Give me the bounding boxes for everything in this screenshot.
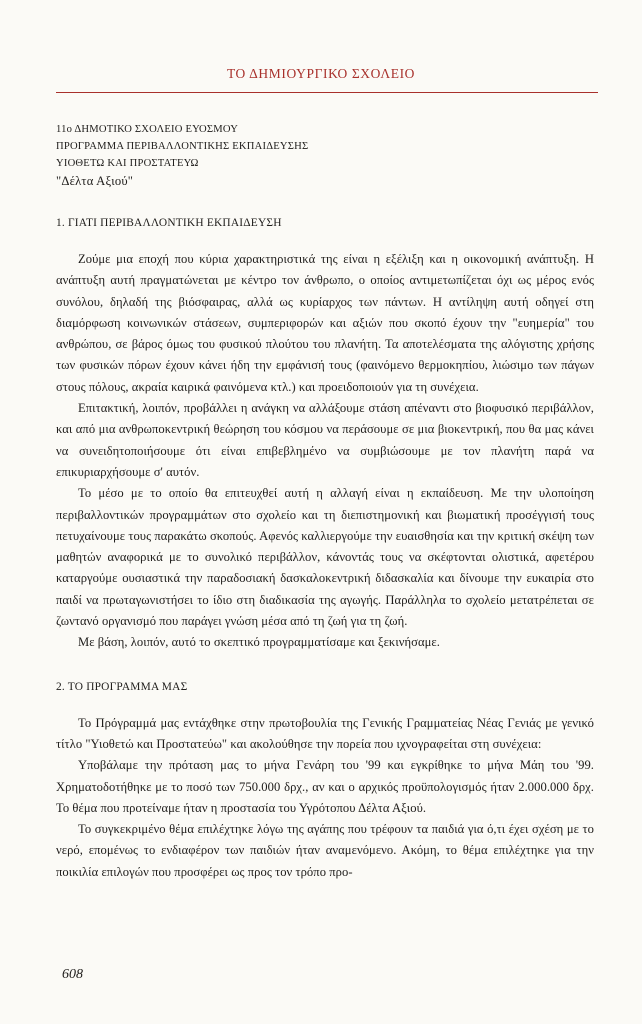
paragraph: Το Πρόγραμμά μας εντάχθηκε στην πρωτοβουλία της Γενικής Γραμματείας Νέας Γενιάς με γενικό τίτλο "Υιοθετώ και Προστατεύω" και ακολούθησε την πορεία που ιχνογραφείται στη συνέχεια:: [56, 715, 594, 751]
section-heading-1: 1. ΓΙΑΤΙ ΠΕΡΙΒΑΛΛΟΝΤΙΚΗ ΕΚΠΑΙΔΕΥΣΗ: [56, 217, 282, 229]
paragraph: Επιτακτική, λοιπόν, προβάλλει η ανάγκη να αλλάξουμε στάση απέναντι στο βιοφυσικό περιβάλλον, και από μια ανθρωποκεντρική θεώρηση του κόσμου να περάσουμε σε μια βιοκεντρική, που θα μας κάνει να συνειδητοποιήσουμε ότι είναι επιβεβλημένο να συμβιώσουμε με τον πλανήτη παρά να επικυριαρχήσουμε σ' αυτόν.: [56, 401, 594, 479]
project-info: [56, 121, 594, 191]
paragraph: Ζούμε μια εποχή που κύρια χαρακτηριστικά της είναι η εξέλιξη και η οικονομική ανάπτυξη. Η ανάπτυξη αυτή πραγματώνεται με κέντρο τον άνθρωπο, ο οποίος αντιμετωπίζεται όχι ως μέρος ενός συνόλου, δηλαδή της βιόσφαιρας, αλλά ως κυρίαρχος των πάντων. Η αντίληψη αυτή οδηγεί στη διαμόρφωση κοινωνικών στάσεων, συμπεριφορών και αξιών που σκοπό έχουν την "ευημερία" του ανθρώπου, σε βάρος όμως του φυσικού πλούτου του πλανήτη. Τα αποτελέσματα της αλόγιστης χρήσης των φυσικών πόρων έχουν κάνει ήδη την εμφάνισή τους (φαινόμενο θερμοκηπίου, λιώσιμο των πάγων στους πόλους, ακραία καιρικά φαινόμενα κτλ.) και προειδοποιούν για τη συνέχεια.: [56, 252, 594, 394]
section-body-1: [56, 249, 594, 654]
project-title: "Δέλτα Αξιού": [56, 174, 134, 188]
page-number: 608: [62, 967, 83, 982]
paragraph: Το συγκεκριμένο θέμα επιλέχτηκε λόγω της αγάπης που τρέφουν τα παιδιά για ό,τι έχει σχέση με το νερό, επομένως το ενδιαφέρον των παιδιών ήταν αναμενόμενο. Ακόμη, το θέμα επιλέχτηκε για την ποικιλία επιλογών που προσφέρει ως προς τον τρόπο προ-: [56, 822, 594, 879]
paragraph: Υποβάλαμε την πρόταση μας το μήνα Γενάρη του '99 και εγκρίθηκε το μήνα Μάη του '99. Χρηματοδοτήθηκε με το ποσό των 750.000 δρχ., αν και ο αρχικός προϋπολογισμός ήταν 2.000.000 δρχ. Το θέμα που προτείναμε ήταν η προστασία του Υγρότοπου Δέλτα Αξιού.: [56, 758, 594, 815]
program-name: ΠΡΟΓΡΑΜΜΑ ΠΕΡΙΒΑΛΛΟΝΤΙΚΗΣ ΕΚΠΑΙΔΕΥΣΗΣ: [56, 141, 309, 152]
header-rule: [56, 92, 598, 93]
section-heading-2: 2. ΤΟ ΠΡΟΓΡΑΜΜΑ ΜΑΣ: [56, 680, 188, 693]
program-motto: ΥΙΟΘΕΤΩ ΚΑΙ ΠΡΟΣΤΑΤΕΥΩ: [56, 158, 199, 169]
paragraph: Με βάση, λοιπόν, αυτό το σκεπτικό προγραμματίσαμε και ξεκινήσαμε.: [78, 635, 440, 650]
section-body-2: [56, 713, 594, 883]
running-header: ΤΟ ΔΗΜΙΟΥΡΓΙΚΟ ΣΧΟΛΕΙΟ: [226, 66, 416, 81]
page-content: [56, 121, 594, 883]
paragraph: Το μέσο με το οποίο θα επιτευχθεί αυτή η αλλαγή είναι η εκπαίδευση. Με την υλοποίηση περιβαλλοντικών προγραμμάτων στο σχολείο και τη διεπιστημονική και βιωματική προσέγγισή τους πετυχαίνουμε τους παρακάτω σκοπούς. Αφενός καλλιεργούμε την ευαισθησία και την κριτική σκέψη των μαθητών αναφορικά με το συνολικό περιβάλλον, κάνοντάς τους να σκέφτονται ολιστικά, αφετέρου καταργούμε ουσιαστικά την παραδοσιακή δασκαλοκεντρική διδασκαλία και δίνουμε την ευκαιρία στο παιδί να πρωταγωνιστήσει το ίδιο στη διαδικασία της αγωγής. Παράλληλα το σχολείο μετατρέπεται σε ζωντανό οργανισμό που παράγει γνώση μέσα από τη ζωή για τη ζωή.: [56, 486, 594, 629]
school-name: 11ο ΔΗΜΟΤΙΚΟ ΣΧΟΛΕΙΟ ΕΥΟΣΜΟΥ: [56, 124, 239, 135]
